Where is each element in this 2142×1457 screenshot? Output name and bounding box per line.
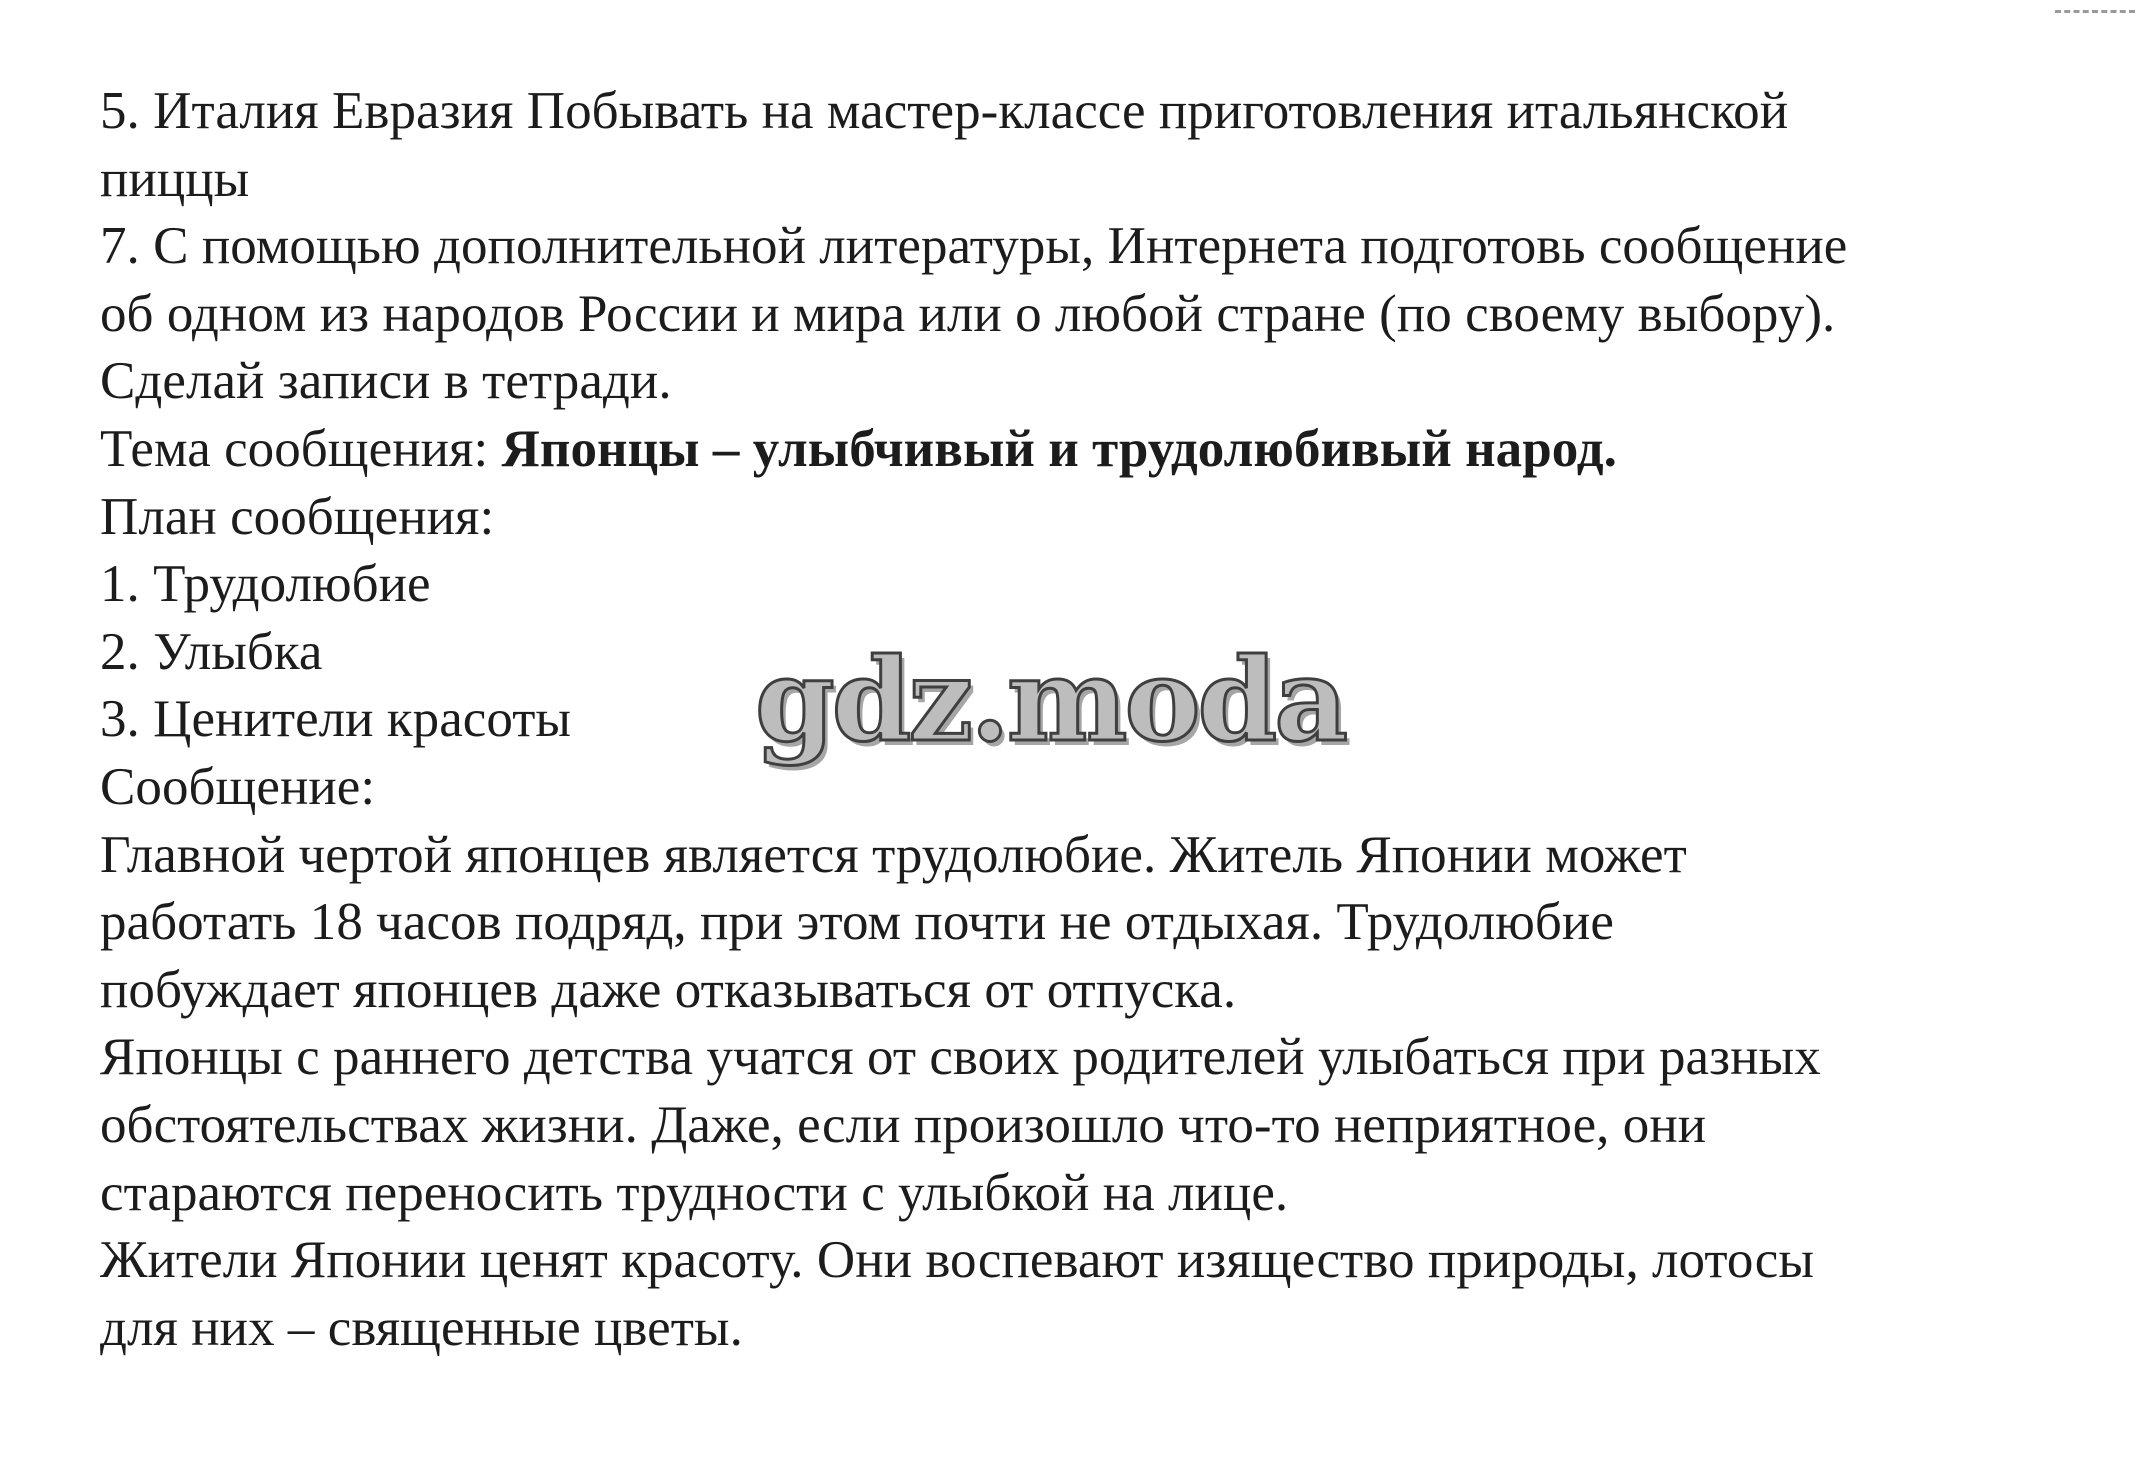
message-line: Главной чертой японцев является трудолюбие. Житель Японии может (100, 825, 1687, 884)
watermark-logo: gdz.moda (755, 633, 1346, 767)
text-line: об одном из народов России и мира или о любой стране (по своему выбору). (100, 284, 1836, 343)
topic-line (100, 416, 2120, 484)
plan-heading: План сообщения: (100, 487, 495, 546)
plan-item: 3. Ценители красоты (100, 690, 572, 749)
message-line: работать 18 часов подряд, при этом почти не отдыхая. Трудолюбие (100, 893, 1614, 952)
text-line: Сделай записи в тетради. (100, 352, 672, 411)
text-line: пиццы (100, 149, 250, 208)
message-line: Жители Японии ценят красоту. Они воспевают изящество природы, лотосы (100, 1231, 1815, 1290)
message-heading: Сообщение: (100, 757, 376, 816)
message-line: стараются переносить трудности с улыбкой на лице. (100, 1163, 1289, 1222)
plan-item: 2. Улыбка (100, 622, 323, 681)
message-line: Японцы с раннего детства учатся от своих родителей улыбаться при разных (100, 1028, 1821, 1087)
text-line: 7. С помощью дополнительной литературы, Интернета подготовь сообщение (100, 217, 1848, 276)
topic-title: Японцы – улыбчивый и трудолюбивый народ. (501, 419, 1617, 478)
message-line: обстоятельствах жизни. Даже, если произошло что-то неприятное, они (100, 1095, 1707, 1154)
message-line: побуждает японцев даже отказываться от отпуска. (100, 960, 1237, 1019)
message-line: для них – священные цветы. (100, 1298, 743, 1357)
text-line: 5. Италия Евразия Побывать на мастер-классе приготовления итальянской (100, 82, 1789, 140)
topic-label: Тема сообщения: (100, 419, 502, 478)
scan-edge-mark (2055, 10, 2135, 13)
plan-item: 1. Трудолюбие (100, 555, 431, 614)
